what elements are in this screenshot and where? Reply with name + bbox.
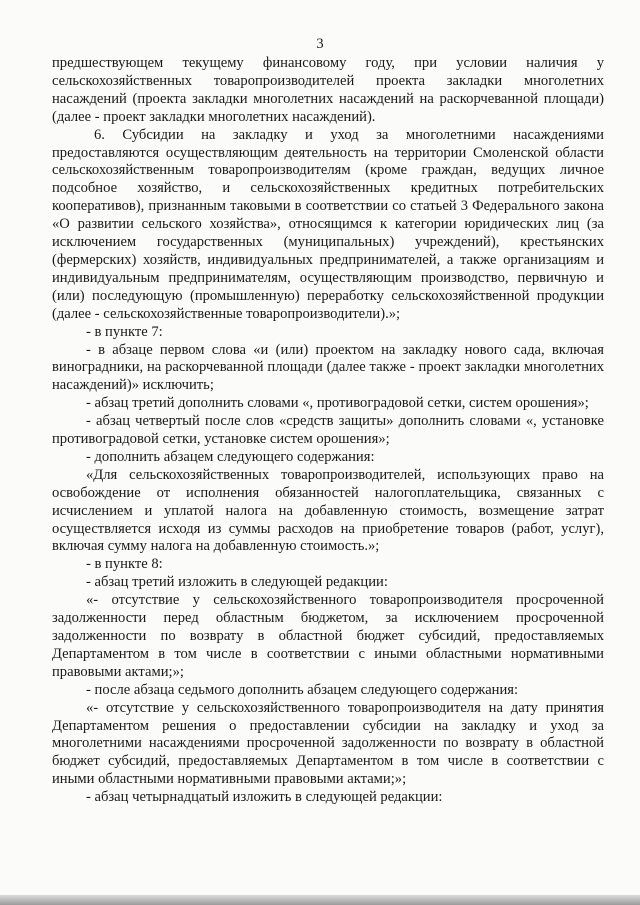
- amendment-point-8-add: - после абзаца седьмого дополнить абзацем следующего содержания:: [86, 681, 519, 698]
- paragraph-continuation: предшествующем текущему финансовому году, при условии наличия у сельскохозяйственных товаропроизводителей проекта закладки многолетних насаждений (проекта закладки многолетних насаждений на раскорчеванной площади) (далее - проект закладки многолетних насаждений).: [52, 55, 604, 125]
- quoted-debt-paragraph: «- отсутствие у сельскохозяйственного товаропроизводителя просроченной задолженности перед областным бюджетом, за исключением просроченной задолженности по возврату в областной бюджет субсидий, предоставляемых Департаментом в том числе в соответствии с иными областными нормативными правовыми актами;»;: [52, 592, 604, 680]
- document-body: [52, 55, 604, 807]
- amendment-point-7-add: - дополнить абзацем следующего содержания:: [86, 448, 375, 465]
- page-number: 3: [316, 36, 324, 52]
- quoted-subsidy-debt-paragraph: «- отсутствие у сельскохозяйственного товаропроизводителя на дату принятия Департаментом решения о предоставлении субсидии на закладку и уход за многолетними насаждениями просроченной задолженности по возврату в областной бюджет субсидий, предоставляемых Департаментом в том числе в соответствии с иными областными нормативными правовыми актами;»;: [52, 699, 604, 788]
- amendment-point-7-para-1: - в абзаце первом слова «и (или) проектом на закладку нового сада, включая виноградники, на раскорчеванной площади (далее также - проект закладки многолетних насаждений)» исключить;: [52, 341, 604, 394]
- amendment-point-8-para-3: - абзац третий изложить в следующей редакции:: [86, 574, 388, 591]
- scan-bottom-edge: [0, 895, 640, 905]
- amendment-point-7: - в пункте 7:: [86, 323, 163, 340]
- amendment-point-8-para-14: - абзац четырнадцатый изложить в следующей редакции:: [86, 789, 443, 806]
- amendment-point-8: - в пункте 8:: [86, 556, 163, 573]
- amendment-point-7-para-3: - абзац третий дополнить словами «, противоградовой сетки, систем орошения»;: [86, 395, 589, 412]
- quoted-vat-paragraph: «Для сельскохозяйственных товаропроизводителей, использующих право на освобождение от исполнения обязанностей налогоплательщика, связанных с исчислением и уплатой налога на добавленную стоимость, возмещение затрат осуществляется исходя из суммы расходов на приобретение товаров (работ, услуг), включая сумму налога на добавленную стоимость.»;: [52, 466, 604, 555]
- amendment-point-7-para-4: - абзац четвертый после слов «средств защиты» дополнить словами «, установке противоградовой сетки, установке систем орошения»;: [52, 413, 604, 448]
- paragraph-item-6: 6. Субсидии на закладку и уход за многолетними насаждениями предоставляются осуществляющим деятельность на территории Смоленской области сельскохозяйственным товаропроизводителям (кроме граждан, ведущих личное подсобное хозяйство, и сельскохозяйственных кредитных потребительских кооперативов), признанным таковыми в соответствии со статьей 3 Федерального закона «О развитии сельского хозяйства», относящимся к категории юридических лиц (за исключением государственных (муниципальных) учреждений), крестьянских (фермерских) хозяйств, индивидуальных предпринимателей, а также организациям и индивидуальным предпринимателям, осуществляющим производство, первичную и (или) последующую (промышленную) переработку сельскохозяйственной продукции (далее - сельскохозяйственные товаропроизводители).»;: [52, 126, 604, 322]
